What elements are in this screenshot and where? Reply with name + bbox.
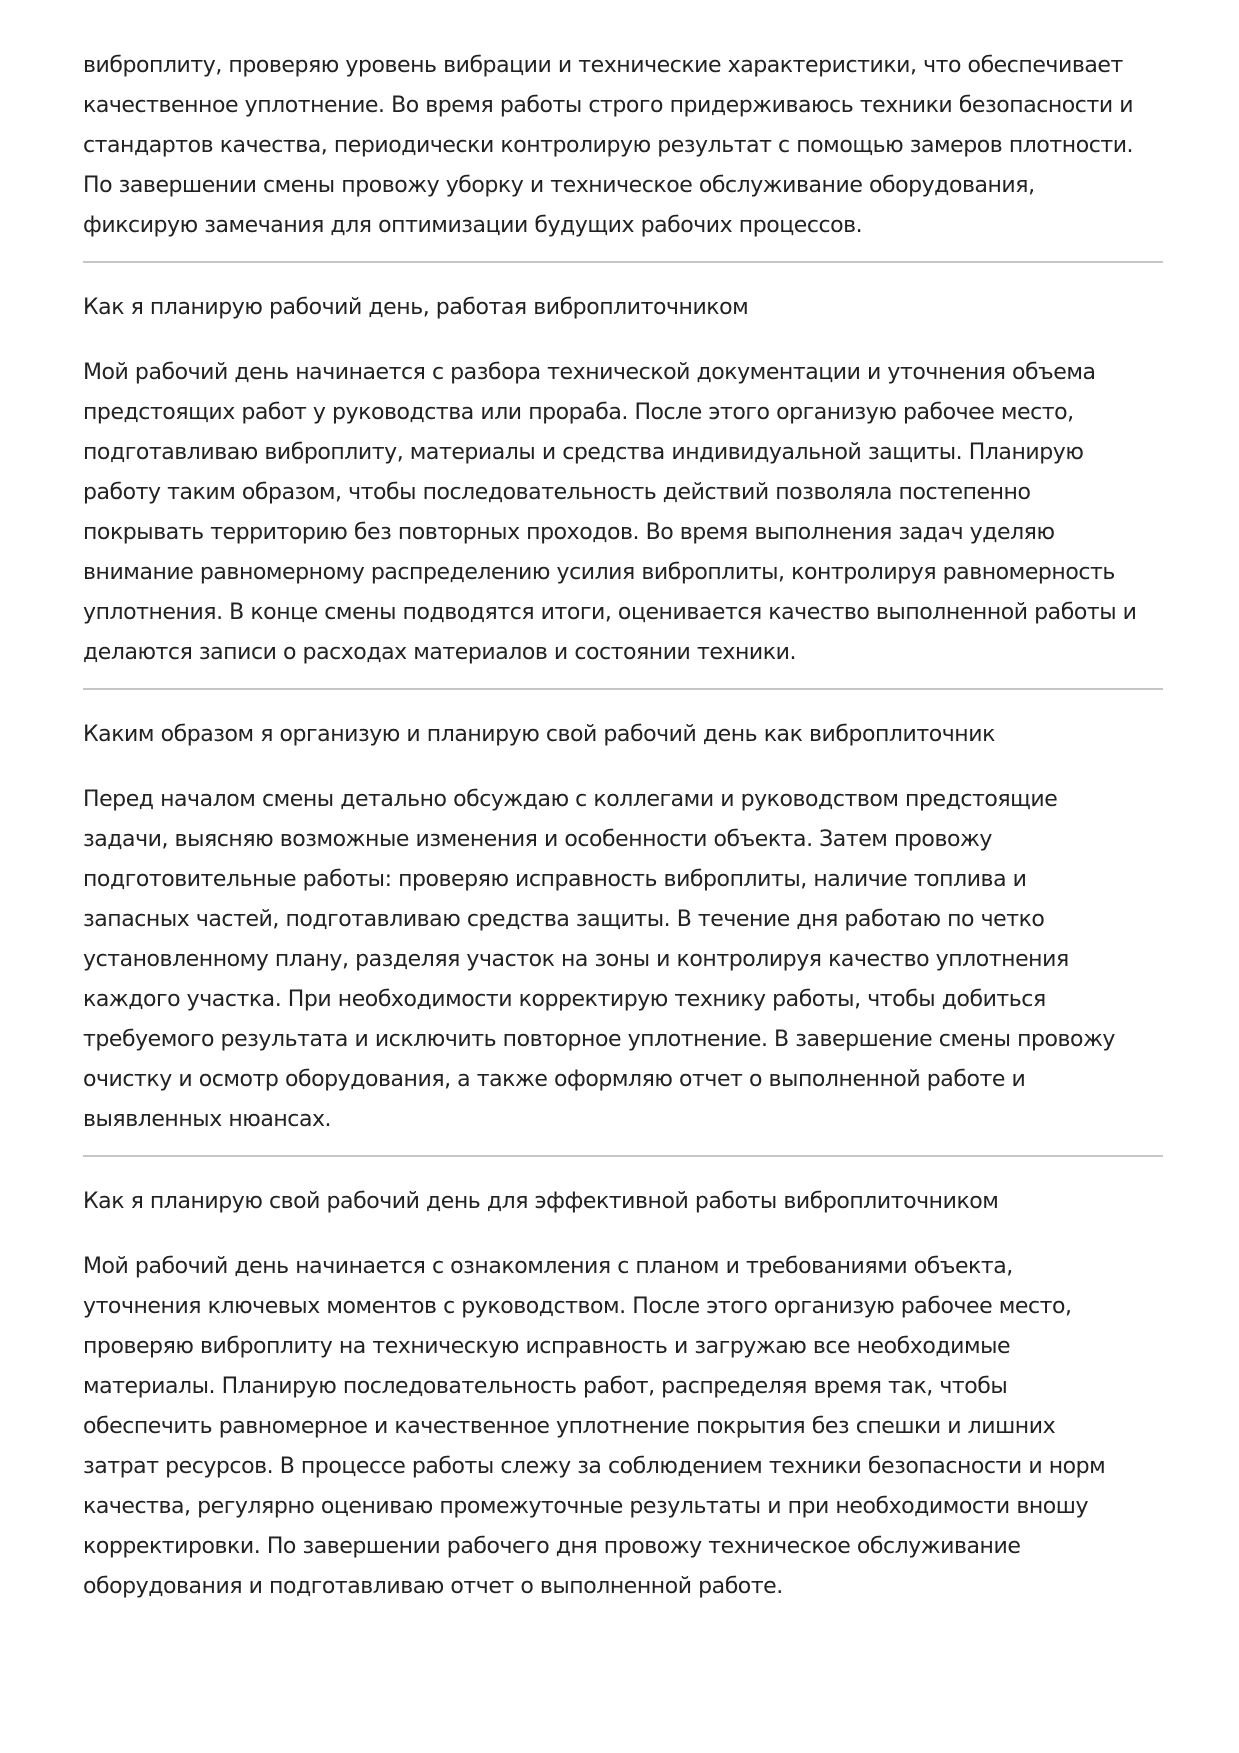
text-line: оборудования и подготавливаю отчет о выполненной работе. bbox=[83, 1574, 783, 1599]
section-title: Как я планирую свой рабочий день для эффективной работы виброплиточником bbox=[83, 1189, 999, 1214]
section-paragraph bbox=[83, 780, 1163, 1140]
text-line: очистку и осмотр оборудования, а также оформляю отчет о выполненной работе и bbox=[83, 1067, 1026, 1092]
text-line: стандартов качества, периодически контролирую результат с помощью замеров плотности. bbox=[83, 133, 1134, 158]
text-line: подготовительные работы: проверяю исправность виброплиты, наличие топлива и bbox=[83, 867, 1027, 892]
text-line: виброплиту, проверяю уровень вибрации и технические характеристики, что обеспечивает bbox=[83, 53, 1123, 78]
text-line: внимание равномерному распределению усилия виброплиты, контролируя равномерность bbox=[83, 560, 1115, 585]
text-line: подготавливаю виброплиту, материалы и средства индивидуальной защиты. Планирую bbox=[83, 440, 1084, 465]
text-line: Перед началом смены детально обсуждаю с коллегами и руководством предстоящие bbox=[83, 787, 1058, 812]
section-divider bbox=[83, 688, 1163, 690]
section-paragraph bbox=[83, 1247, 1163, 1607]
text-line: качества, регулярно оцениваю промежуточные результаты и при необходимости вношу bbox=[83, 1494, 1089, 1519]
text-line: уплотнения. В конце смены подводятся итоги, оценивается качество выполненной работы и bbox=[83, 600, 1137, 625]
section-title: Каким образом я организую и планирую свой рабочий день как виброплиточник bbox=[83, 722, 995, 747]
text-line: По завершении смены провожу уборку и техническое обслуживание оборудования, bbox=[83, 173, 1035, 198]
text-line: запасных частей, подготавливаю средства защиты. В течение дня работаю по четко bbox=[83, 907, 1045, 932]
text-line: покрывать территорию без повторных проходов. Во время выполнения задач уделяю bbox=[83, 520, 1055, 545]
text-line: установленному плану, разделяя участок на зоны и контролируя качество уплотнения bbox=[83, 947, 1069, 972]
text-line: фиксирую замечания для оптимизации будущих рабочих процессов. bbox=[83, 213, 863, 238]
intro-paragraph bbox=[83, 46, 1163, 246]
text-line: обеспечить равномерное и качественное уплотнение покрытия без спешки и лишних bbox=[83, 1414, 1056, 1439]
text-line: выявленных нюансах. bbox=[83, 1107, 332, 1132]
section-title: Как я планирую рабочий день, работая виброплиточником bbox=[83, 295, 749, 320]
section-paragraph bbox=[83, 353, 1163, 673]
section-divider bbox=[83, 261, 1163, 263]
text-line: корректировки. По завершении рабочего дня провожу техническое обслуживание bbox=[83, 1534, 1021, 1559]
text-line: проверяю виброплиту на техническую исправность и загружаю все необходимые bbox=[83, 1334, 1011, 1359]
text-line: уточнения ключевых моментов с руководством. После этого организую рабочее место, bbox=[83, 1294, 1072, 1319]
document-page bbox=[83, 46, 1163, 1607]
text-line: Мой рабочий день начинается с разбора технической документации и уточнения объема bbox=[83, 360, 1096, 385]
text-line: работу таким образом, чтобы последовательность действий позволяла постепенно bbox=[83, 480, 1031, 505]
section-divider bbox=[83, 1155, 1163, 1157]
text-line: затрат ресурсов. В процессе работы слежу за соблюдением техники безопасности и норм bbox=[83, 1454, 1106, 1479]
text-line: каждого участка. При необходимости корректирую технику работы, чтобы добиться bbox=[83, 987, 1046, 1012]
text-line: предстоящих работ у руководства или прораба. После этого организую рабочее место, bbox=[83, 400, 1074, 425]
text-line: задачи, выясняю возможные изменения и особенности объекта. Затем провожу bbox=[83, 827, 992, 852]
text-line: Мой рабочий день начинается с ознакомления с планом и требованиями объекта, bbox=[83, 1254, 1013, 1279]
text-line: делаются записи о расходах материалов и состоянии техники. bbox=[83, 640, 796, 665]
text-line: материалы. Планирую последовательность работ, распределяя время так, чтобы bbox=[83, 1374, 1008, 1399]
text-line: качественное уплотнение. Во время работы строго придерживаюсь техники безопасности и bbox=[83, 93, 1134, 118]
text-line: требуемого результата и исключить повторное уплотнение. В завершение смены провожу bbox=[83, 1027, 1116, 1052]
